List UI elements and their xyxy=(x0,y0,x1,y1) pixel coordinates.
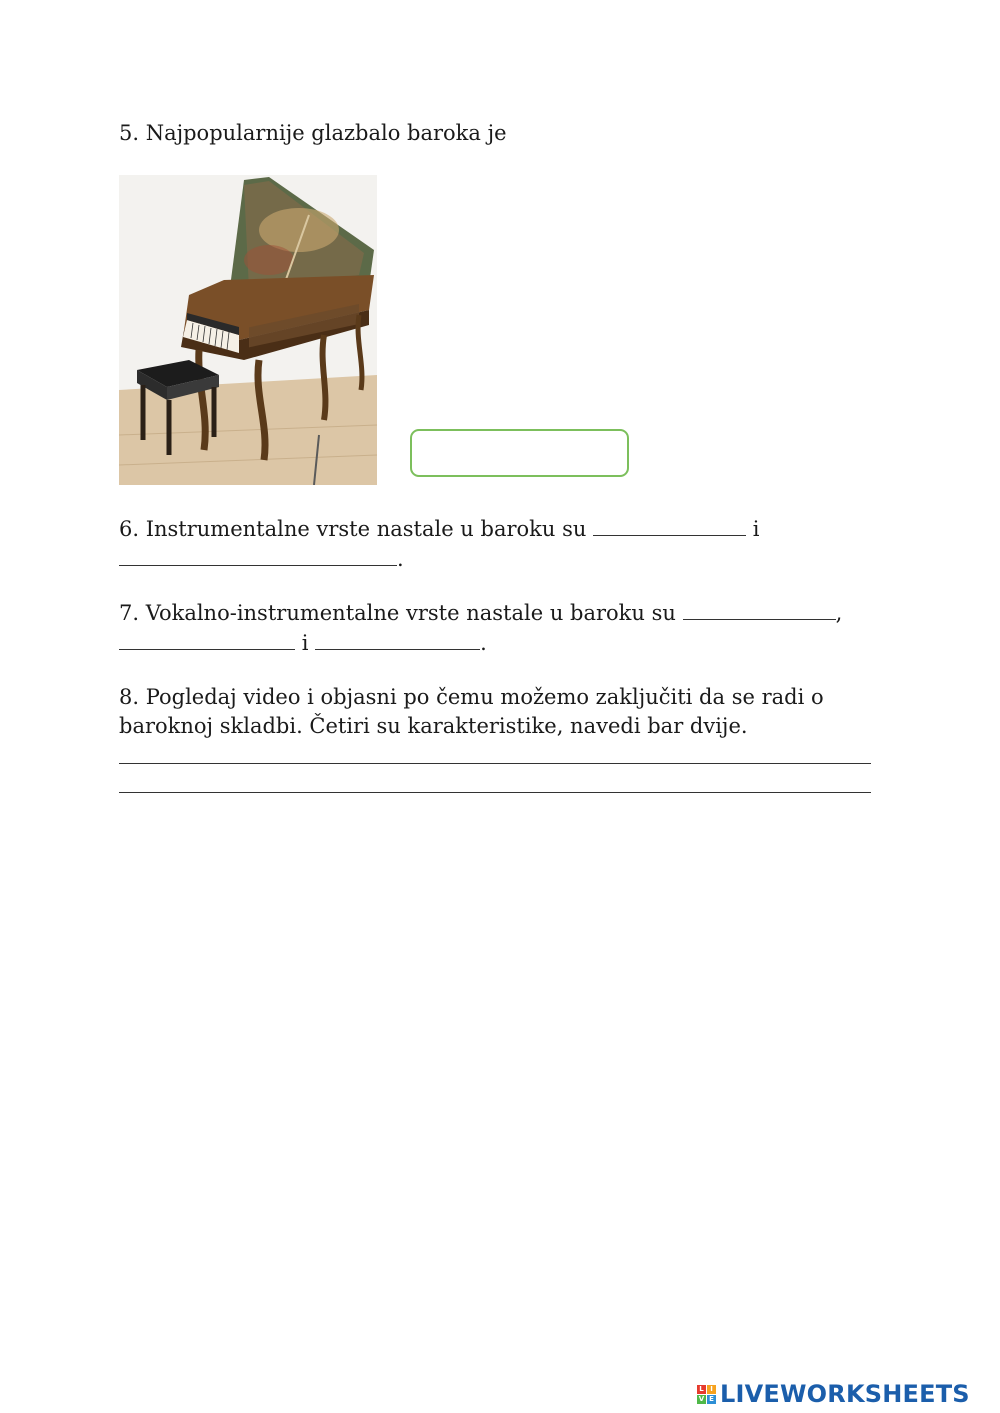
question-7-blank-2[interactable] xyxy=(119,628,295,650)
question-8-answer-line-2[interactable] xyxy=(119,792,871,793)
question-6-line-2 xyxy=(119,544,404,574)
logo-block-e: E xyxy=(707,1395,716,1404)
question-7-text: 7. Vokalno-instrumentalne vrste nastale u baroku su xyxy=(119,601,676,625)
question-6-blank-2[interactable] xyxy=(119,544,397,566)
question-7-blank-3[interactable] xyxy=(315,628,480,650)
question-8-answer-line-1[interactable] xyxy=(119,763,871,764)
question-6-text: 6. Instrumentalne vrste nastale u baroku su xyxy=(119,517,587,541)
logo-blocks-icon xyxy=(697,1385,716,1404)
question-5-text: 5. Najpopularnije glazbalo baroka je xyxy=(119,121,507,145)
logo-text: LIVEWORKSHEETS xyxy=(720,1380,970,1408)
question-6-line-1 xyxy=(119,514,759,544)
question-7-comma: , xyxy=(835,601,843,625)
liveworksheets-logo xyxy=(697,1378,970,1410)
question-8-text-2: baroknoj skladbi. Četiri su karakteristike, navedi bar dvije. xyxy=(119,714,748,738)
question-8-line-2 xyxy=(119,711,748,741)
answer-input-question-5[interactable] xyxy=(410,429,629,477)
logo-block-v: V xyxy=(698,1394,705,1403)
harpsichord-image xyxy=(119,175,377,485)
question-6-blank-1[interactable] xyxy=(593,514,746,536)
question-8-line-1 xyxy=(119,682,824,712)
question-7-connector: i xyxy=(301,631,309,655)
question-7-line-1 xyxy=(119,598,842,628)
question-7-line-2 xyxy=(119,628,487,658)
logo-block-i: I xyxy=(707,1385,716,1394)
question-6-end: . xyxy=(397,547,404,571)
logo-block-l: L xyxy=(697,1385,706,1394)
question-7-end: . xyxy=(480,631,487,655)
question-8-text-1: 8. Pogledaj video i objasni po čemu možemo zaključiti da se radi o xyxy=(119,685,824,709)
question-5 xyxy=(119,118,507,148)
question-7-blank-1[interactable] xyxy=(683,598,836,620)
question-6-connector: i xyxy=(752,517,760,541)
